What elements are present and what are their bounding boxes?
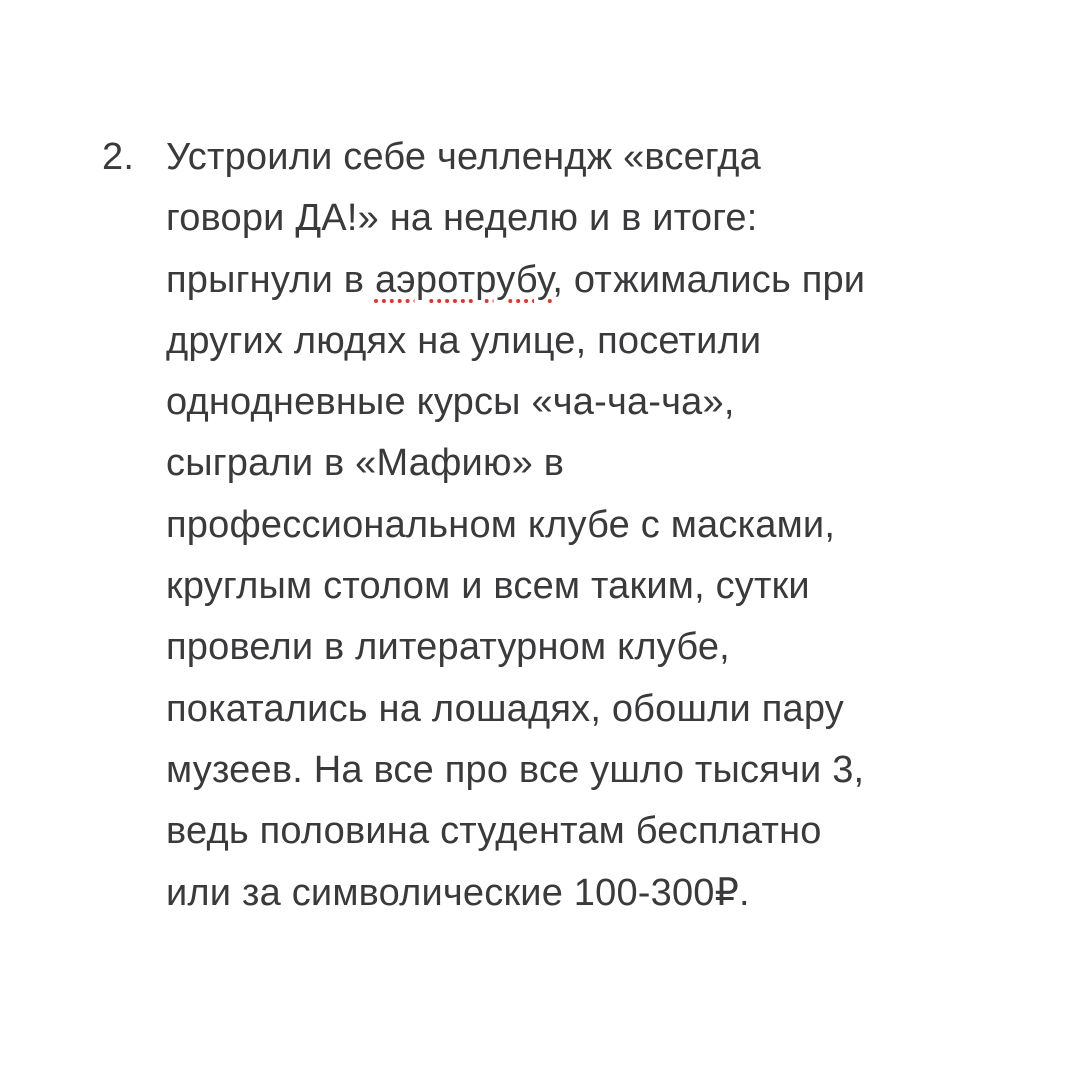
text-line-11: музеев. На все про все ушло тысячи 3, (166, 748, 865, 791)
misspelled-word[interactable]: аэротрубу (374, 258, 553, 301)
text-line-10: покатались на лошадях, обошли пару (166, 687, 844, 730)
text-line-9: провели в литературном клубе, (166, 626, 730, 669)
text-line-3-prefix: прыгнули в (166, 258, 375, 301)
text-line-3 (166, 250, 1062, 311)
text-line-2: говори ДА!» на неделю и в итоге: (166, 197, 758, 240)
list-item-number: 2. (102, 136, 135, 178)
text-line-12: ведь половина студентам бесплатно (166, 810, 822, 853)
text-line-5: однодневные курсы «ча-ча-ча», (166, 381, 735, 424)
text-line-3-rest: отжимались при (573, 258, 866, 301)
text-line-8: круглым столом и всем таким, сутки (166, 565, 810, 608)
text-line-13: или за символические 100-300₽. (166, 871, 750, 914)
list-item-text[interactable] (166, 127, 1062, 924)
text-line-4: других людях на улице, посетили (166, 319, 762, 362)
text-line-7: профессиональном клубе с масками, (166, 503, 836, 546)
numbered-list-item[interactable] (102, 127, 1062, 924)
text-line-3-suffix: , (552, 258, 574, 301)
text-line-6: сыграли в «Мафию» в (166, 442, 565, 485)
text-line-1: Устроили себе челлендж «всегда (166, 136, 761, 178)
